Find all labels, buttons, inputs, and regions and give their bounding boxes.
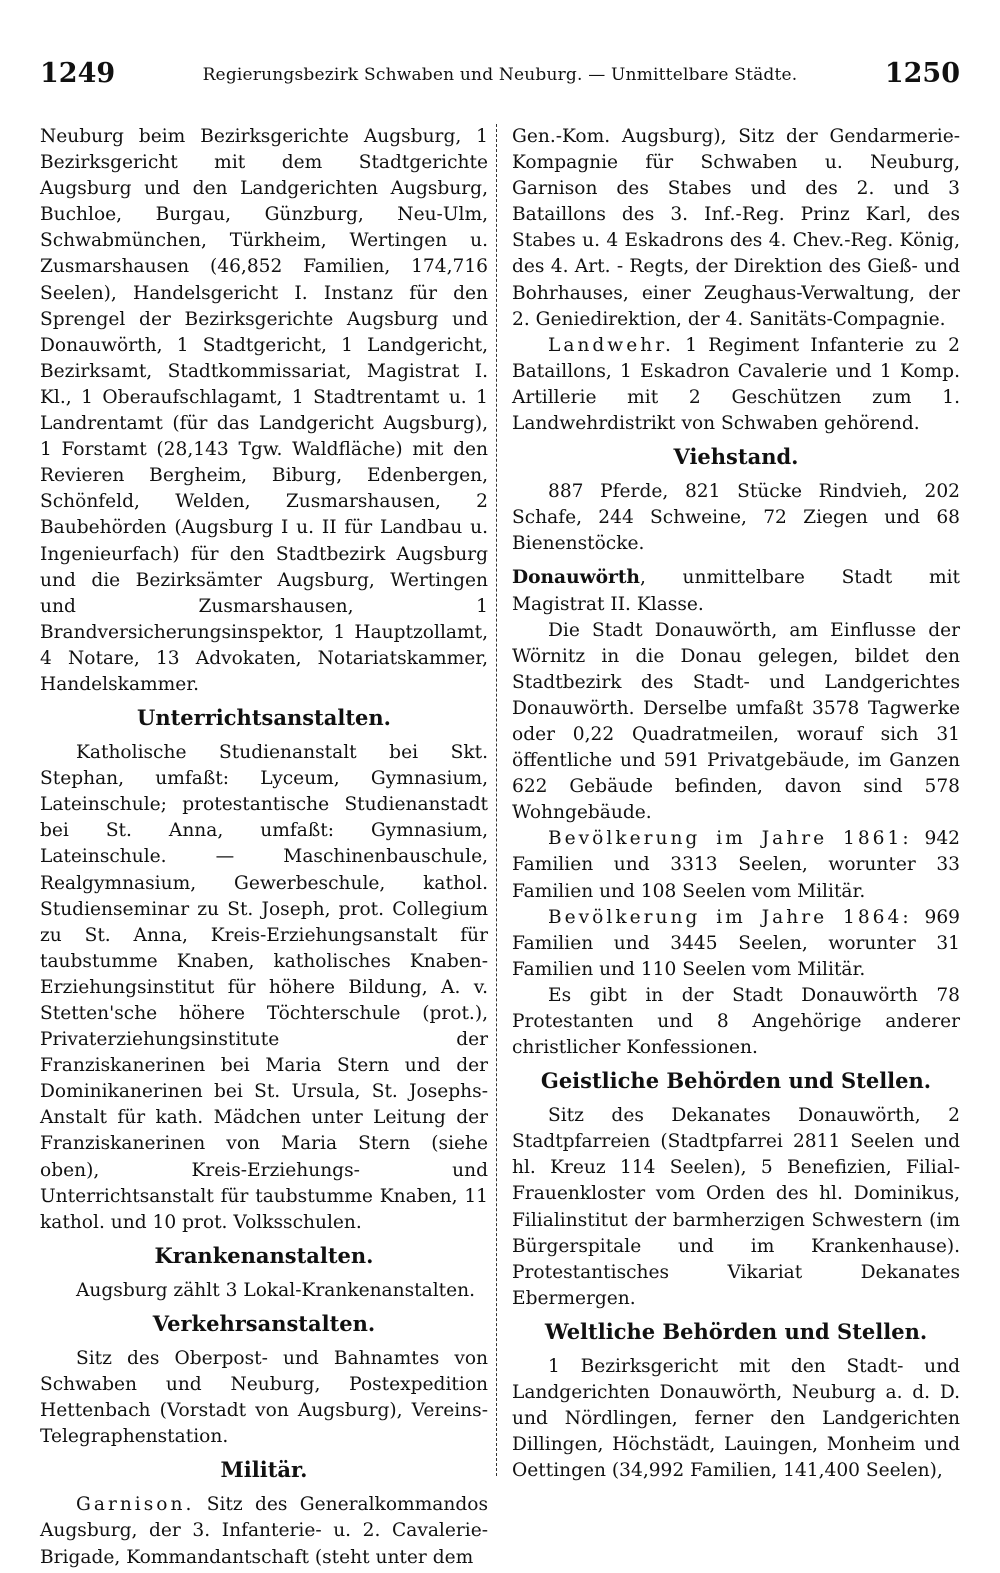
heading-viehstand: Viehstand. (673, 444, 799, 470)
paragraph-konfessionen: Es gibt in der Stadt Donauwörth 78 Protestanten und 8 Angehörige anderer christlicher Konfessionen. (512, 984, 960, 1059)
heading-unterrichtsanstalten: Unterrichtsanstalten. (137, 705, 391, 731)
left-column (40, 124, 488, 1568)
paragraph-garnison-continued: Gen.-Kom. Augsburg), Sitz der Gendarmerie-Kompagnie für Schwaben u. Neuburg, Garnison des Stabes und des 2. und 3 Bataillons des 3. Inf.-Reg. Prinz Karl, des Stabes u. 4 Eskadrons des 4. Chev.-Reg. König, des 4. Art. - Regts, der Direktion des Gieß- und Bohrhauses, einer Zeughaus-Verwaltung, der 2. Geniedirektion, der 4. Sanitäts-Compagnie. (512, 126, 960, 330)
bevoelkerung-1861-label: Bevölkerung im Jahre 1861: (548, 828, 912, 850)
bevoelkerung-1864-label: Bevölkerung im Jahre 1864: (548, 906, 912, 928)
paragraph-weltliche-behoerden: 1 Bezirksgericht mit den Stadt- und Landgerichten Donauwörth, Neuburg a. d. D. und Nördlingen, ferner den Landgerichten Dillingen, Höchstädt, Lauingen, Monheim und Oettingen (34,992 Familien, 141,400 Seelen), (512, 1355, 960, 1482)
garnison-label: Garnison. (76, 1494, 195, 1516)
landwehr-label: Landwehr. (548, 334, 674, 356)
bevoelkerung-1864-text: 969 Familien und 3445 Seelen, worunter 31 Familien und 110 Seelen vom Militär. (512, 906, 960, 980)
heading-verkehrsanstalten: Verkehrsanstalten. (152, 1310, 376, 1336)
landwehr-text: 1 Regiment Infanterie zu 2 Bataillons, 1 Eskadron Cavalerie und 1 Komp. Artillerie mit 2 Geschützen zum 1. Landwehrdistrikt von Schwaben gehörend. (512, 334, 960, 435)
running-title: Regierungsbezirk Schwaben und Neuburg. — Unmittelbare Städte. (202, 65, 798, 85)
garnison-text: Sitz des Generalkommandos Augsburg, der 3. Infanterie- u. 2. Cavalerie-Brigade, Kommandantschaft (steht unter dem (40, 1494, 488, 1568)
bevoelkerung-1861-text: 942 Familien und 3313 Seelen, worunter 33 Familien und 108 Seelen vom Militär. (512, 828, 960, 902)
paragraph-viehstand: 887 Pferde, 821 Stücke Rindvieh, 202 Schafe, 244 Schweine, 72 Ziegen und 68 Bienenstöcke. (512, 481, 960, 555)
paragraph-verkehrsanstalten: Sitz des Oberpost- und Bahnamtes von Schwaben und Neuburg, Postexpedition Hettenbach (Vorstadt von Augsburg), Vereins-Telegraphenstation. (40, 1347, 488, 1448)
page-number-right: 1250 (884, 58, 960, 89)
paragraph-geistliche-behoerden: Sitz des Dekanates Donauwörth, 2 Stadtpfarreien (Stadtpfarrei 2811 Seelen und hl. Kreuz 114 Seelen), 5 Benefizien, Filial-Frauenkloster vom Orden des hl. Dominikus, Filialinstitut der barmherzigen Schwestern (im Bürgerspitale und im Krankenhause). Protestantisches Vikariat Dekanates Ebermergen. (512, 1105, 960, 1309)
heading-militaer: Militär. (220, 1457, 308, 1483)
paragraph-stadt: Die Stadt Donauwörth, am Einflusse der Wörnitz in die Donau gelegen, bildet den Stadtbezirk des Stadt- und Landgerichtes Donauwörth. Derselbe umfaßt 3578 Tagwerke oder 0,22 Quadratmeilen, worauf sich 31 öffentliche und 591 Privatgebäude, im Ganzen 622 Gebäude befinden, davon sind 578 Wohngebäude. (512, 619, 960, 824)
donauwoerth-label: Donauwörth (512, 567, 640, 589)
page-header (40, 58, 960, 98)
paragraph-donauwoerth-intro (512, 565, 960, 617)
paragraph-bevoelkerung-1861 (512, 826, 960, 904)
paragraph-bevoelkerung-1864 (512, 905, 960, 983)
right-column (512, 124, 960, 1554)
donauwoerth-intro-text: , unmittelbare Stadt mit Magistrat II. Klasse. (512, 567, 960, 615)
paragraph-intro: Neuburg beim Bezirksgerichte Augsburg, 1 Bezirksgericht mit dem Stadtgerichte Augsburg und den Landgerichten Augsburg, Buchloe, Burgau, Günzburg, Neu-Ulm, Schwabmünchen, Türkheim, Wertingen u. Zusmarshausen (46,852 Familien, 174,716 Seelen), Handelsgericht I. Instanz für den Sprengel der Bezirksgerichte Augsburg und Donauwörth, 1 Stadtgericht, 1 Landgericht, Bezirksamt, Stadtkommissariat, Magistrat I. Kl., 1 Oberaufschlagamt, 1 Stadtrentamt u. 1 Landrentamt (für das Landgericht Augsburg), 1 Forstamt (28,143 Tgw. Waldfläche) mit den Revieren Bergheim, Biburg, Edenbergen, Schönfeld, Welden, Zusmarshausen, 2 Baubehörden (Augsburg I u. II für Landbau u. Ingenieurfach) für den Stadtbezirk Augsburg und die Bezirksämter Augsburg, Wertingen und Zusmarshausen, 1 Brandversicherungsinspektor, 1 Hauptzollamt, 4 Notare, 13 Advokaten, Notariatskammer, Handelskammer. (40, 126, 488, 695)
page-number-left: 1249 (40, 58, 116, 89)
paragraph-krankenanstalten: Augsburg zählt 3 Lokal-Krankenanstalten. (76, 1279, 476, 1301)
heading-weltliche-behoerden: Weltliche Behörden und Stellen. (544, 1318, 928, 1344)
heading-geistliche-behoerden: Geistliche Behörden und Stellen. (540, 1068, 932, 1094)
paragraph-unterrichtsanstalten: Katholische Studienanstalt bei Skt. Stephan, umfaßt: Lyceum, Gymnasium, Lateinschule; protestantische Studienanstadt bei St. Anna, umfaßt: Gymnasium, Lateinschule. — Maschinenbauschule, Realgymnasium, Gewerbeschule, kathol. Studienseminar zu St. Joseph, prot. Collegium zu St. Anna, Kreis-Erziehungsanstalt für taubstumme Knaben, katholisches Knaben-Erziehungsinstitut für höhere Bildung, A. v. Stetten'sche höhere Töchterschule (prot.), Privaterziehungsinstitute der Franziskanerinen bei Maria Stern und der Dominikanerinen bei St. Ursula, St. Josephs-Anstalt für kath. Mädchen unter Leitung der Franziskanerinen von Maria Stern (siehe oben), Kreis-Erziehungs- und Unterrichtsanstalt für taubstumme Knaben, 11 kathol. und 10 prot. Volksschulen. (40, 742, 488, 1233)
heading-krankenanstalten: Krankenanstalten. (154, 1242, 374, 1268)
column-divider (496, 124, 497, 1476)
paragraph-landwehr (512, 333, 960, 437)
paragraph-garnison (40, 1492, 488, 1570)
